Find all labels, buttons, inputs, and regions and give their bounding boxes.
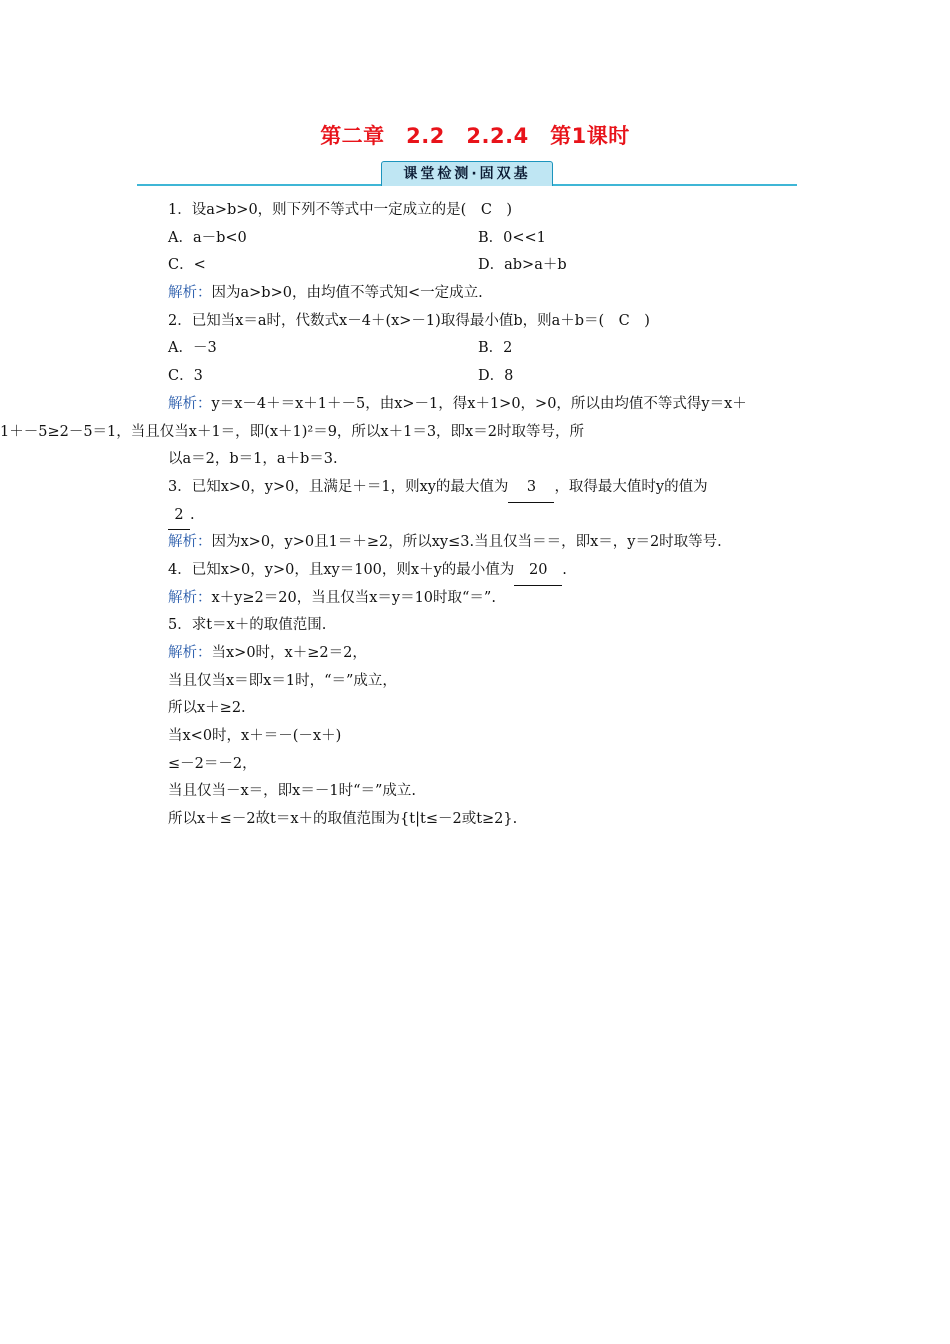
q4-stem	[168, 557, 818, 585]
q5-explanation-line4: 当x<0时，x＋＝－(－x＋)	[168, 728, 342, 745]
q2-explanation-line2	[0, 419, 818, 447]
q5-explanation-line5: ≤－2＝－2，	[168, 755, 257, 772]
q2-options-row2	[168, 363, 818, 391]
q3-stem-part2: ，取得最大值时y的值为	[554, 478, 708, 495]
q1-option-a: A．a－b<0	[168, 229, 247, 246]
explanation-label: 解析：	[168, 589, 212, 606]
q4-stem-part2: .	[562, 561, 567, 578]
q1-explanation	[168, 280, 818, 308]
q1-option-b: B．0<<1	[478, 229, 546, 246]
q1-option-c: C．<	[168, 257, 206, 274]
q2-explanation-line3	[168, 446, 818, 474]
q5-explanation-text1: 当x>0时，x＋≥2＝2，	[211, 645, 367, 661]
q1-explanation-text: 因为a>b>0，由均值不等式知<一定成立.	[211, 285, 483, 302]
q2-option-c: C．3	[168, 368, 203, 385]
q3-explanation	[168, 529, 818, 557]
q1-options-row2	[168, 252, 818, 280]
q3-stem-line2	[168, 502, 818, 530]
q5-stem: 5．求t＝x＋的取值范围.	[168, 617, 327, 634]
q2-stem: 2．已知当x＝a时，代数式x－4＋(x>－1)取得最小值b，则a＋b＝( C )	[168, 312, 650, 329]
q1-stem: 1．设a>b>0，则下列不等式中一定成立的是( C )	[168, 202, 513, 218]
q5-explanation-line3: 所以x＋≥2.	[168, 700, 246, 717]
q4-explanation-text: x＋y≥2＝20，当且仅当x＝y＝10时取“＝”.	[211, 589, 496, 606]
q2-explanation-text2: 1＋－5≥2－5＝1，当且仅当x＋1＝，即(x＋1)²＝9，所以x＋1＝3，即x＝2时取等号，所	[0, 423, 584, 440]
q3-explanation-text: 因为x>0，y>0且1＝＋≥2，所以xy≤3.当且仅当＝＝，即x＝，y＝2时取等号.	[211, 534, 722, 551]
exercise-content	[0, 197, 818, 834]
q3-answer-blank1: 3	[508, 474, 554, 503]
q4-answer-blank: 20	[514, 557, 562, 586]
q1-options-row1	[168, 225, 818, 253]
q2-option-b: B．2	[478, 340, 513, 357]
explanation-label: 解析：	[168, 395, 212, 412]
q3-stem-part1: 3．已知x>0，y>0，且满足＋＝1，则xy的最大值为	[168, 478, 509, 495]
q5-explanation-line1	[168, 640, 818, 668]
q2-explanation-line1	[168, 391, 818, 419]
explanation-label: 解析：	[168, 645, 212, 661]
q3-stem	[168, 474, 818, 502]
q5-explanation-line7: 所以x＋≤－2故t＝x＋的取值范围为{t|t≤－2或t≥2}.	[168, 811, 518, 828]
page-title: 第二章 2.2 2.2.4 第1课时	[320, 124, 630, 148]
section-banner	[137, 161, 797, 187]
q3-answer-blank2: 2	[168, 502, 190, 531]
explanation-label: 解析：	[168, 534, 212, 551]
q2-explanation-text3: 以a＝2，b＝1，a＋b＝3.	[168, 451, 338, 468]
q5-explanation-line2: 当且仅当x＝即x＝1时，“＝”成立，	[168, 672, 397, 689]
q2-option-d: D．8	[478, 368, 514, 385]
banner-label: 课堂检测·固双基	[381, 161, 553, 186]
q2-option-a: A．－3	[168, 340, 217, 357]
q4-stem-part1: 4．已知x>0，y>0，且xy＝100，则x＋y的最小值为	[168, 561, 515, 578]
q2-options-row1	[168, 335, 818, 363]
explanation-label: 解析：	[168, 285, 212, 302]
q1-option-d: D．ab>a＋b	[478, 257, 567, 274]
q5-explanation-line6: 当且仅当－x＝，即x＝－1时“＝”成立.	[168, 783, 417, 800]
q3-stem-part3: .	[190, 506, 195, 523]
q2-explanation-text1: y＝x－4＋＝x＋1＋－5，由x>－1，得x＋1>0，>0，所以由均值不等式得y＝x＋	[211, 395, 747, 412]
q4-explanation	[168, 585, 818, 613]
